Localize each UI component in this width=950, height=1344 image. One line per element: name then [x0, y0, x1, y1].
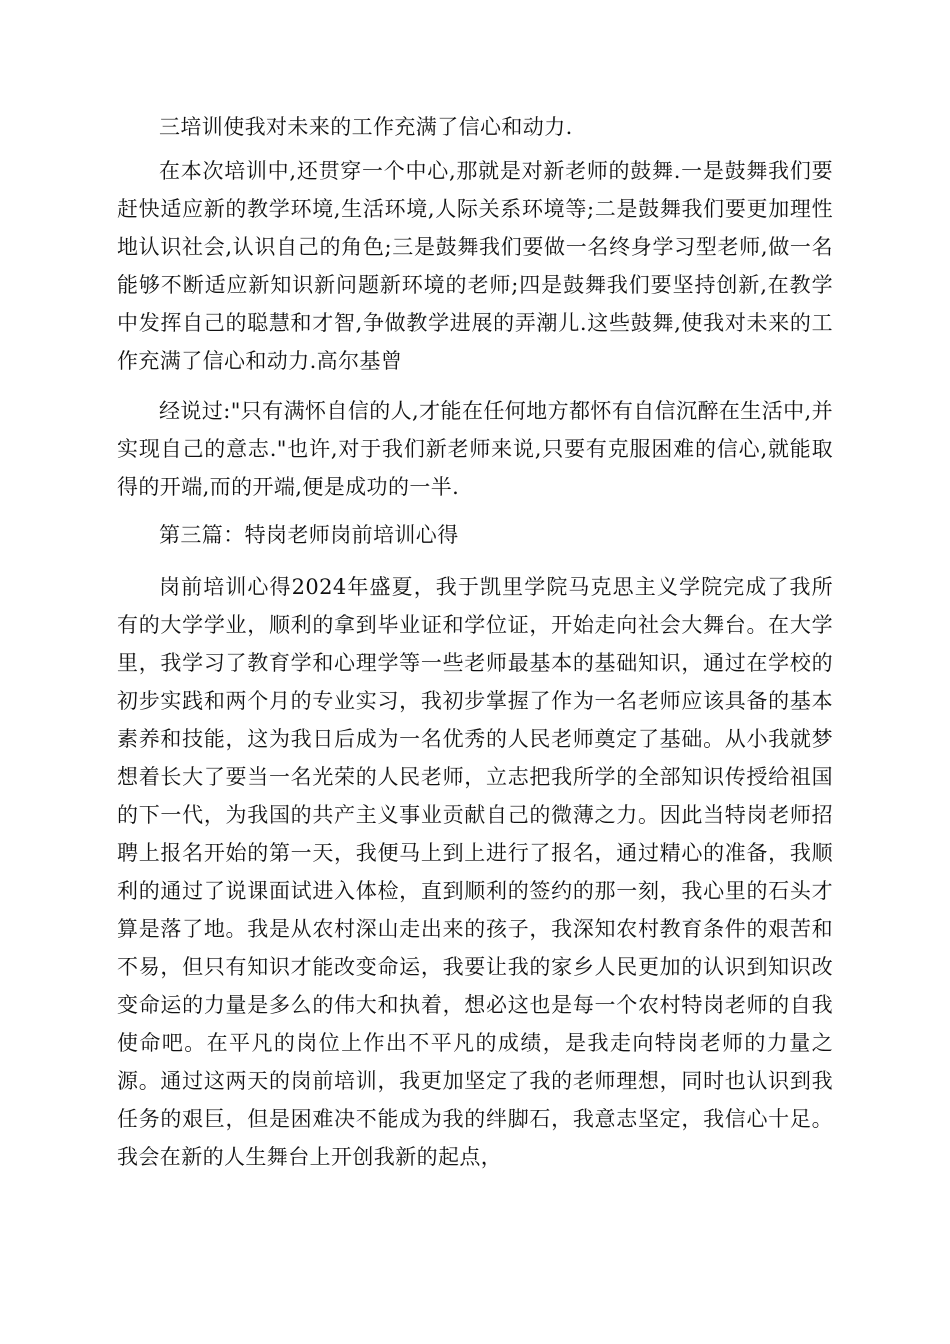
- paragraph-gorky-quote: 经说过:"只有满怀自信的人,才能在任何地方都怀有自信沉醉在生活中,并实现自己的意志."也许,对于我们新老师来说,只要有克服困难的信心,就能取得的开端,而的开端,便是成功的一半.: [117, 399, 833, 499]
- document-body: [117, 108, 833, 1176]
- paragraph-pre-job-training: 岗前培训心得2024年盛夏，我于凯里学院马克思主义学院完成了我所有的大学学业，顺利的拿到毕业证和学位证，开始走向社会大舞台。在大学里，我学习了教育学和心理学等一些老师最基本的基础知识，通过在学校的初步实践和两个月的专业实习，我初步掌握了作为一名老师应该具备的基本素养和技能，这为我日后成为一名优秀的人民老师奠定了基础。从小我就梦想着长大了要当一名光荣的人民老师，立志把我所学的全部知识传授给祖国的下一代，为我国的共产主义事业贡献自己的微薄之力。因此当特岗老师招聘上报名开始的第一天，我便马上到上进行了报名，通过精心的准备，我顺利的通过了说课面试进入体检，直到顺利的签约的那一刻，我心里的石头才算是落了地。我是从农村深山走出来的孩子，我深知农村教育条件的艰苦和不易，但只有知识才能改变命运，我要让我的家乡人民更加的认识到知识改变命运的力量是多么的伟大和执着，想必这也是每一个农村特岗老师的自我使命吧。在平凡的岗位上作出不平凡的成绩，是我走向特岗老师的力量之源。通过这两天的岗前培训，我更加坚定了我的老师理想，同时也认识到我任务的艰巨，但是困难决不能成为我的绊脚石，我意志坚定，我信心十足。我会在新的人生舞台上开创我新的起点，: [117, 575, 833, 1169]
- section-heading-third: 第三篇：特岗老师岗前培训心得: [159, 523, 459, 547]
- paragraph-training-closing: 三培训使我对未来的工作充满了信心和动力.: [159, 115, 573, 139]
- paragraph-encouragement: 在本次培训中,还贯穿一个中心,那就是对新老师的鼓舞.一是鼓舞我们要赶快适应新的教学环境,生活环境,人际关系环境等;二是鼓舞我们要更加理性地认识社会,认识自己的角色;三是鼓舞我们要做一名终身学习型老师,做一名能够不断适应新知识新问题新环境的老师;四是鼓舞我们要坚持创新,在教学中发挥自己的聪慧和才智,争做教学进展的弄潮儿.这些鼓舞,使我对未来的工作充满了信心和动力.高尔基曾: [117, 159, 833, 373]
